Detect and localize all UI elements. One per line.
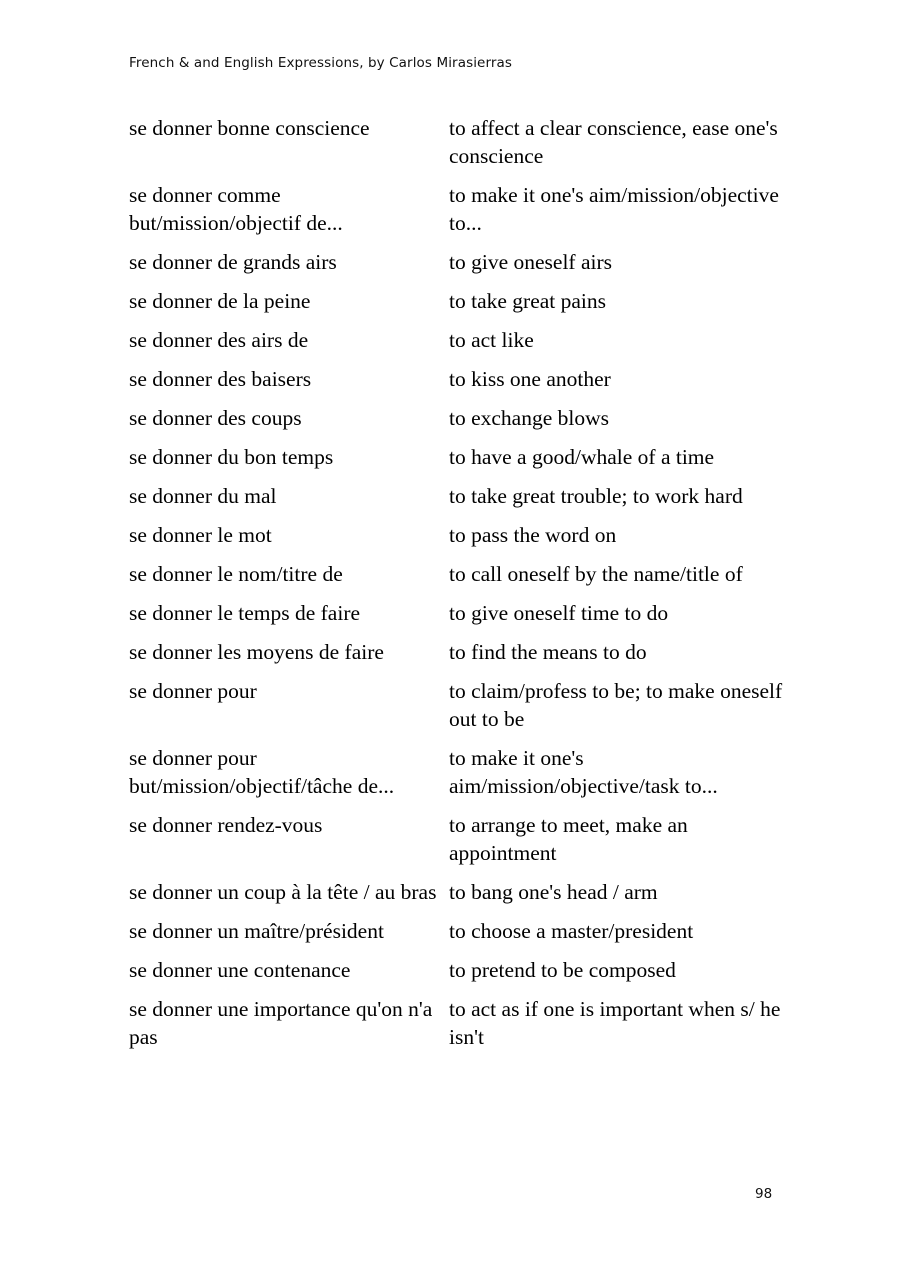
expression-row [129,443,789,471]
english-translation: to make it one's aim/mission/objective/task to... [449,746,718,798]
french-expression: se donner un coup à la tête / au bras [129,880,437,904]
expression-row [129,744,789,800]
english-translation: to take great trouble; to work hard [449,484,743,508]
expression-row [129,878,789,906]
french-expression: se donner du bon temps [129,445,334,469]
french-expression: se donner les moyens de faire [129,640,384,664]
english-translation: to kiss one another [449,367,611,391]
french-expression: se donner des baisers [129,367,312,391]
expression-row [129,956,789,984]
expression-row [129,287,789,315]
french-expression: se donner des airs de [129,328,309,352]
english-translation: to give oneself airs [449,250,612,274]
expression-row [129,560,789,588]
expression-row [129,181,789,237]
english-translation: to make it one's aim/mission/objective to... [449,183,779,235]
english-translation: to affect a clear conscience, ease one's conscience [449,116,778,168]
english-translation: to claim/profess to be; to make oneself out to be [449,679,783,731]
expression-row [129,521,789,549]
expression-row [129,114,789,170]
french-expression: se donner de grands airs [129,250,337,274]
french-expression: se donner des coups [129,406,302,430]
french-expression: se donner le mot [129,523,272,547]
english-translation: to find the means to do [449,640,647,664]
english-translation: to have a good/whale of a time [449,445,715,469]
english-translation: to pretend to be composed [449,958,676,982]
expression-row [129,248,789,276]
expression-list [129,114,789,1062]
english-translation: to arrange to meet, make an appointment [449,813,688,865]
french-expression: se donner de la peine [129,289,311,313]
english-translation: to take great pains [449,289,607,313]
french-expression: se donner le nom/titre de [129,562,343,586]
french-expression: se donner une importance qu'on n'a pas [129,997,433,1049]
french-expression: se donner comme but/mission/objectif de... [129,183,343,235]
expression-row [129,599,789,627]
french-expression: se donner rendez-vous [129,813,323,837]
french-expression: se donner un maître/président [129,919,384,943]
page-number: 98 [755,1186,773,1202]
english-translation: to exchange blows [449,406,610,430]
expression-row [129,404,789,432]
english-translation: to pass the word on [449,523,617,547]
expression-row [129,995,789,1051]
running-header: French & and English Expressions, by Carlos Mirasierras [129,55,513,71]
english-translation: to act as if one is important when s/ he isn't [449,997,781,1049]
french-expression: se donner pour but/mission/objectif/tâche de... [129,746,395,798]
english-translation: to act like [449,328,534,352]
expression-row [129,811,789,867]
expression-row [129,638,789,666]
english-translation: to choose a master/president [449,919,694,943]
english-translation: to give oneself time to do [449,601,669,625]
english-translation: to bang one's head / arm [449,880,658,904]
expression-row [129,365,789,393]
expression-row [129,677,789,733]
french-expression: se donner le temps de faire [129,601,361,625]
expression-row [129,482,789,510]
english-translation: to call oneself by the name/title of [449,562,743,586]
french-expression: se donner bonne conscience [129,116,370,140]
french-expression: se donner une contenance [129,958,351,982]
french-expression: se donner du mal [129,484,277,508]
french-expression: se donner pour [129,679,257,703]
expression-row [129,917,789,945]
expression-row [129,326,789,354]
